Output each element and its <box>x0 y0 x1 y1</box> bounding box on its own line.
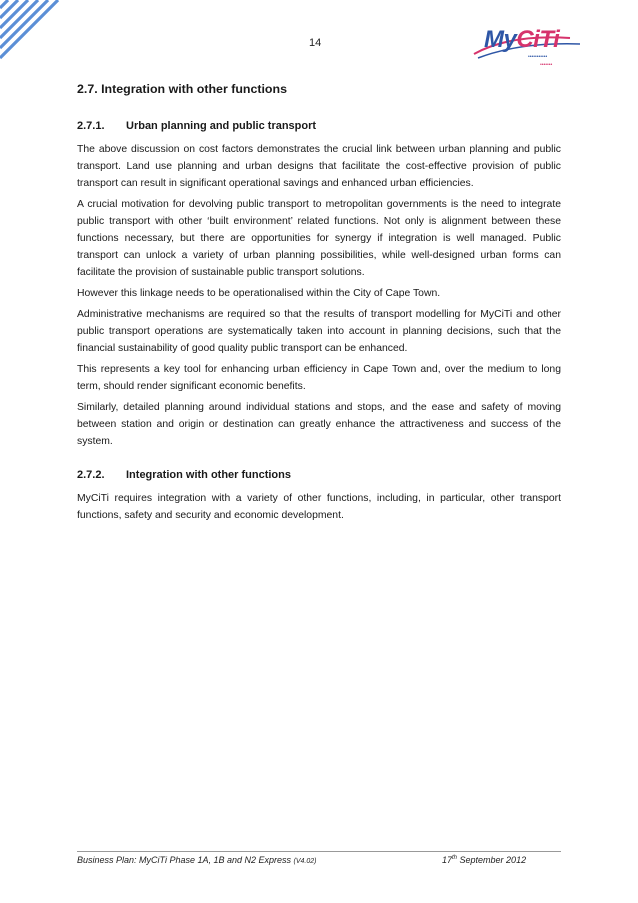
paragraph: Similarly, detailed planning around individual stations and stops, and the ease and safety of moving between station and origin or destination can greatly enhance the attractiveness and success of the system. <box>77 402 561 447</box>
footer-version: (V4.02) <box>293 858 317 865</box>
paragraph: This represents a key tool for enhancing urban efficiency in Cape Town and, over the medium to long term, should render significant economic benefits. <box>77 364 561 392</box>
footer-date: 17th September 2012 <box>442 855 527 865</box>
section-heading-2-7-1 <box>77 119 561 133</box>
logo-wordmark: MyCiTi <box>484 26 560 53</box>
footer-divider <box>77 851 561 852</box>
section-title: Integration with other functions <box>126 469 291 481</box>
document-body <box>77 79 561 528</box>
footer-document-title: Business Plan: MyCiTi Phase 1A, 1B and N2 Express (V4.02) <box>77 855 317 865</box>
logo-tagline: ••••••••••• <box>528 54 548 60</box>
myciti-logo <box>470 24 596 72</box>
paragraph: A crucial motivation for devolving public transport to metropolitan governments is the need to integrate public transport with other ‘built environment’ related functions. Not only is alignment between these functions necessary, but there are opportunities for synergy if integration is well managed. Public transport can unlock a variety of urban planning possibilities, while well-designed urban forms can facilitate the provision of sustainable public transport solutions. <box>77 199 561 278</box>
section-heading-2-7-2 <box>77 468 561 482</box>
section-number: 2.7.1. <box>77 120 105 132</box>
logo-tagline-secondary: ••••••• <box>540 62 553 68</box>
paragraph: However this linkage needs to be operationalised within the City of Cape Town. <box>77 288 441 299</box>
section-number: 2.7.2. <box>77 469 105 481</box>
page-number: 14 <box>309 37 322 49</box>
paragraph: MyCiTi requires integration with a variety of other functions, including, in particular, other transport functions, safety and security and economic development. <box>77 493 561 521</box>
section-heading-2-7: 2.7. Integration with other functions <box>77 82 287 96</box>
paragraph: Administrative mechanisms are required so that the results of transport modelling for MyCiTi and other public transport operations are systematically taken into account in planning decisions, such that the financial sustainability of good quality public transport can be enhanced. <box>77 309 561 354</box>
section-title: Urban planning and public transport <box>126 120 317 132</box>
paragraph: The above discussion on cost factors demonstrates the crucial link between urban planning and public transport. Land use planning and urban designs that facilitate the cost-effective provision of public transport can result in significant operational savings and enhanced urban efficiencies. <box>77 144 561 189</box>
corner-stripes-decoration <box>0 0 80 80</box>
